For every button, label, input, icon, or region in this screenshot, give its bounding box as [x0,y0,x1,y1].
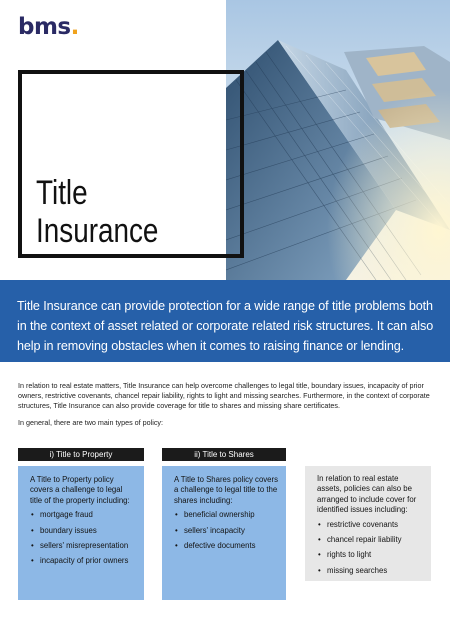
bms-logo: bms. [18,14,79,40]
list-item: • mortgage fraud [30,510,136,520]
list-item: • sellers' incapacity [174,526,278,536]
additional-cover-list [317,520,423,577]
list-item: • defective documents [174,541,278,551]
list-item: • beneficial ownership [174,510,278,520]
title-to-property-box [18,466,144,600]
intro-paragraph: In relation to real estate matters, Title Insurance can help overcome challenges to legal title, boundary issues, incapacity of prior owners, restrictive covenants, chancel repair liability, rights to light and missing searches. Furthermore, in the context of corporate structures, Title Insurance can also provide coverage for title to shares and missing share certificates. [18,381,430,410]
page-title: Title Insurance [36,174,159,250]
title-to-shares-box [162,466,286,600]
list-item: • boundary issues [30,526,136,536]
intro-banner [0,280,450,362]
list-item: • rights to light [317,550,423,560]
list-item: • chancel repair liability [317,535,423,545]
banner-text: Title Insurance can provide protection for a wide range of title problems both in the context of asset related or corporate related risk structures. It can also help in removing obstacles when it comes to raising finance or lending. [17,299,434,353]
shares-list [174,510,278,551]
heading-title-to-property: i) Title to Property [18,448,144,461]
property-lead: A Title to Property policy covers a challenge to legal title of the property including: [30,475,130,505]
heading-title-to-shares: ii) Title to Shares [162,448,286,461]
shares-lead: A Title to Shares policy covers a challenge to legal title to the shares including: [174,475,279,505]
additional-cover-lead: In relation to real estate assets, policies can also be arranged to include cover for identified issues including: [317,474,417,515]
intro-text [18,381,434,435]
property-list [30,510,136,567]
list-item: • restrictive covenants [317,520,423,530]
list-item: • missing searches [317,566,423,576]
intro-policy-types: In general, there are two main types of policy: [18,418,164,427]
skyscraper-photo [226,0,450,280]
list-item: • sellers' misrepresentation [30,541,136,551]
list-item: • incapacity of prior owners [30,556,136,566]
additional-cover-box [305,466,431,581]
